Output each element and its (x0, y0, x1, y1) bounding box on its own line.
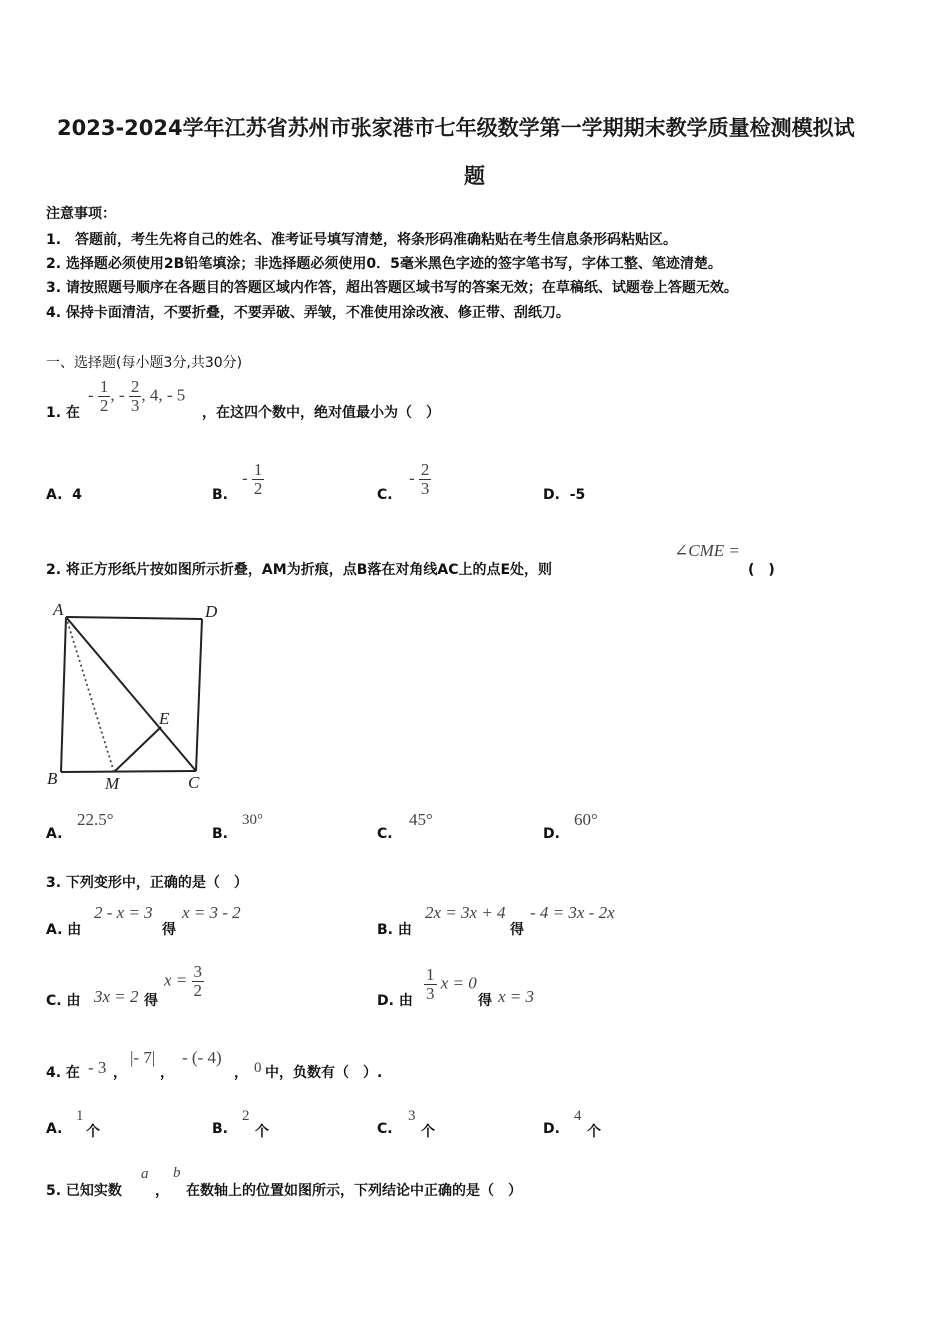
q3-option-d[interactable]: D. 由 (377, 993, 413, 1009)
q4-comma: ， (234, 1065, 248, 1081)
q2-option-d[interactable]: D. (543, 826, 560, 842)
q4-prefix: 4. 在 (46, 1065, 80, 1081)
q3-option-c[interactable]: C. 由 (46, 993, 81, 1009)
q1-option-b[interactable]: B. (212, 487, 228, 503)
q4-option-b-value: 2 (242, 1108, 250, 1124)
q1-option-d[interactable]: D. -5 (543, 487, 586, 503)
figure-label-m: M (105, 774, 120, 790)
q4-value-1: - 3 (88, 1058, 107, 1077)
q1-stem: ，在这四个数中，绝对值最小为（ ） (202, 405, 440, 421)
figure-label-c: C (188, 773, 200, 790)
q3-option-a-eq1: 2 - x = 3 (94, 903, 153, 922)
q2-square-figure (44, 600, 234, 790)
q1-number-list: - $\frac{1}{2}$ , - $\frac{2}{3}$ , 4, - 5 (88, 377, 186, 415)
q5-prefix: 5. 已知实数 (46, 1183, 122, 1199)
q4-option-d-value: 4 (574, 1108, 582, 1124)
q2-option-c[interactable]: C. (377, 826, 393, 842)
q3-option-c-eq2: x = $\frac{3}{2}$ (164, 962, 203, 1000)
notice-item: 1. 答题前，考生先将自己的姓名、准考证号填写清楚，将条形码准确粘贴在考生信息条形码粘贴区。 (46, 232, 678, 248)
q1-option-c-value: - $\frac{2}{3}$ (409, 460, 430, 498)
q3-option-d-mid: 得 (478, 993, 492, 1009)
notice-item: 3. 请按照题号顺序在各题目的答题区域内作答，超出答题区域书写的答案无效；在草稿纸、试题卷上答题无效。 (46, 280, 738, 296)
q3-option-c-eq1: 3x = 2 (94, 987, 139, 1006)
figure-label-e: E (159, 709, 170, 728)
q4-option-b[interactable]: B. (212, 1121, 228, 1137)
notice-heading: 注意事项： (46, 206, 116, 222)
figure-label-a: A (53, 600, 64, 619)
q5-var-a: a (141, 1166, 149, 1182)
q3-option-a-mid: 得 (162, 922, 176, 938)
q2-option-b[interactable]: B. (212, 826, 228, 842)
q4-value-4: 0 (254, 1060, 262, 1076)
q5-var-b: b (173, 1165, 181, 1181)
notice-item: 4. 保持卡面清洁，不要折叠，不要弄破、弄皱，不准使用涂改液、修正带、刮纸刀。 (46, 305, 570, 321)
q4-option-b-unit: 个 (255, 1124, 269, 1140)
q3-option-a-eq2: x = 3 - 2 (182, 903, 241, 922)
q2-paren: ( ) (748, 562, 775, 578)
notice-item: 2. 选择题必须使用2B铅笔填涂；非选择题必须使用0．5毫米黑色字迹的签字笔书写，字体工整、笔迹清楚。 (46, 256, 722, 272)
q4-value-3: - (- 4) (182, 1048, 222, 1067)
q3-option-d-eq2: x = 3 (498, 987, 535, 1006)
q4-option-a-value: 1 (76, 1108, 84, 1124)
q3-option-b-eq2: - 4 = 3x - 2x (530, 903, 615, 922)
q2-stem: 2. 将正方形纸片按如图所示折叠，AM为折痕，点B落在对角线AC上的点E处，则 (46, 562, 553, 578)
q4-value-2: |- 7| (130, 1048, 156, 1067)
page-title-cont: 题 (464, 164, 485, 188)
q5-comma: ， (155, 1183, 169, 1199)
q2-option-d-value: 60° (574, 810, 598, 829)
q3-option-c-mid: 得 (144, 993, 158, 1009)
q4-comma: ， (113, 1065, 127, 1081)
q2-option-b-value: 30° (242, 812, 263, 828)
q3-option-b[interactable]: B. 由 (377, 922, 412, 938)
q2-option-c-value: 45° (409, 810, 433, 829)
q4-option-c-unit: 个 (421, 1124, 435, 1140)
q1-option-b-value: - $\frac{1}{2}$ (242, 460, 263, 498)
q4-comma: ， (160, 1065, 174, 1081)
page-title: 2023-2024学年江苏省苏州市张家港市七年级数学第一学期期末教学质量检测模拟试 (57, 116, 855, 140)
q2-option-a-value: 22.5° (77, 810, 114, 829)
section-heading: 一、选择题(每小题3分,共30分) (46, 355, 243, 371)
figure-label-d: D (205, 602, 218, 621)
q5-stem: 在数轴上的位置如图所示，下列结论中正确的是（ ） (186, 1183, 522, 1199)
q3-option-a[interactable]: A. 由 (46, 922, 82, 938)
q3-stem: 3. 下列变形中，正确的是（ ） (46, 875, 248, 891)
q4-stem: 中，负数有（ ）. (265, 1065, 383, 1081)
q3-option-b-eq1: 2x = 3x + 4 (425, 903, 506, 922)
q3-option-d-eq1: $\frac{1}{3}$ x = 0 (426, 965, 477, 1003)
q1-option-c[interactable]: C. (377, 487, 393, 503)
q1-option-a[interactable]: A. 4 (46, 487, 82, 503)
q4-option-c-value: 3 (408, 1108, 416, 1124)
q4-option-a[interactable]: A. (46, 1121, 63, 1137)
figure-label-b: B (47, 769, 58, 788)
q4-option-c[interactable]: C. (377, 1121, 393, 1137)
q3-option-b-mid: 得 (510, 922, 524, 938)
q2-angle: ∠CME = (674, 541, 740, 560)
q4-option-d-unit: 个 (587, 1124, 601, 1140)
q2-option-a[interactable]: A. (46, 826, 63, 842)
q4-option-d[interactable]: D. (543, 1121, 560, 1137)
q1-prefix: 1. 在 (46, 405, 80, 421)
q4-option-a-unit: 个 (86, 1124, 100, 1140)
